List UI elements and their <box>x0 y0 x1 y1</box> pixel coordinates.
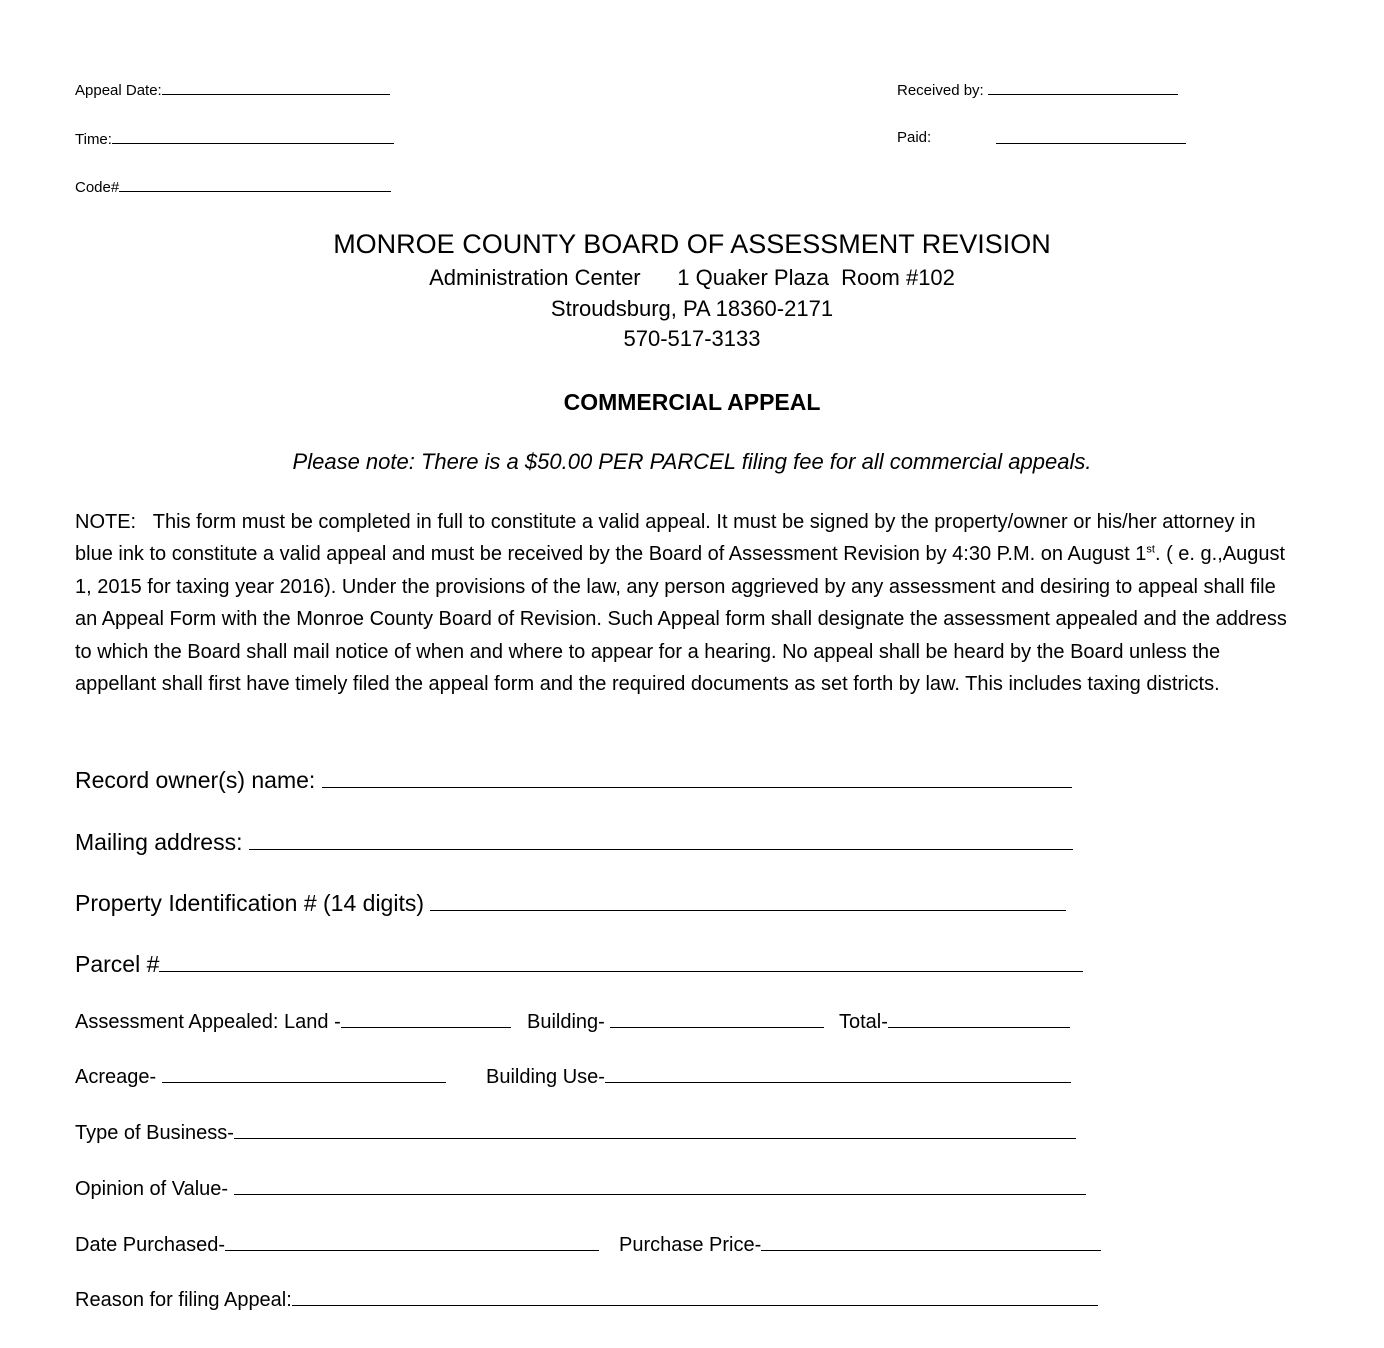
time-label: Time: <box>75 131 112 148</box>
total-field[interactable] <box>839 1010 1070 1034</box>
appeal-date-field[interactable] <box>75 80 390 100</box>
date-purchased-label: Date Purchased- <box>75 1234 226 1256</box>
record-owner-line[interactable] <box>322 769 1072 788</box>
notice-text-2: . ( e. g.,August 1, 2015 for taxing year 2016). Under the provisions of the law, any person aggrieved by any assessment and desiring to appeal shall file an Appeal Form with the Monroe County Board of Revision. Such Appeal form shall designate the assessment appealed and the address to which the Board shall mail notice of when and where to appear for a hearing. No appeal shall be heard by the Board unless the appellant shall first have timely filed the appeal form and the required documents as set forth by law. This includes taxing districts. <box>75 543 1287 696</box>
received-by-field[interactable] <box>897 80 1178 100</box>
total-line[interactable] <box>888 1013 1070 1028</box>
form-title: COMMERCIAL APPEAL <box>563 389 821 415</box>
notice-text-1: This form must be completed in full to constitute a valid appeal. It must be signed by the property/owner or his/her attorney in blue ink to constitute a valid appeal and must be received by the Board of Assessment Revision by 4:30 P.M. on August 1 <box>75 511 1256 566</box>
record-owner-label: Record owner(s) name: <box>75 767 316 793</box>
total-label: Total- <box>839 1011 888 1033</box>
code-line[interactable] <box>119 177 391 192</box>
assessment-land-label: Assessment Appealed: Land - <box>75 1011 341 1033</box>
record-owner-field[interactable] <box>75 766 1072 794</box>
date-purchased-field[interactable] <box>75 1233 599 1257</box>
property-id-line[interactable] <box>430 892 1066 911</box>
purchase-price-line[interactable] <box>761 1236 1101 1251</box>
address-line-1: Administration Center 1 Quaker Plaza Room #102 <box>429 265 955 290</box>
parcel-label: Parcel # <box>75 951 160 977</box>
mailing-address-label: Mailing address: <box>75 829 243 855</box>
parcel-field[interactable] <box>75 950 1083 978</box>
code-field[interactable] <box>75 177 391 197</box>
type-of-business-line[interactable] <box>234 1124 1076 1139</box>
notice-label: NOTE: <box>75 511 137 533</box>
building-line[interactable] <box>610 1013 824 1028</box>
phone-number: 570-517-3133 <box>623 326 761 351</box>
assessment-land-field[interactable] <box>75 1010 511 1034</box>
reason-field[interactable] <box>75 1288 1098 1312</box>
reason-line[interactable] <box>292 1291 1098 1306</box>
building-use-line[interactable] <box>605 1068 1071 1083</box>
fee-note: Please note: There is a $50.00 PER PARCEL filing fee for all commercial appeals. <box>292 449 1092 474</box>
received-by-line[interactable] <box>988 80 1178 95</box>
paid-line-wrap[interactable] <box>996 129 1186 149</box>
appeal-date-label: Appeal Date: <box>75 82 162 99</box>
opinion-of-value-line[interactable] <box>234 1180 1086 1195</box>
purchase-price-label: Purchase Price- <box>619 1234 762 1256</box>
time-line[interactable] <box>112 129 394 144</box>
date-purchased-line[interactable] <box>225 1236 599 1251</box>
building-use-label: Building Use- <box>486 1066 605 1088</box>
building-use-field[interactable] <box>486 1065 1071 1089</box>
acreage-label: Acreage- <box>75 1066 157 1088</box>
purchase-price-field[interactable] <box>619 1233 1101 1257</box>
parcel-line[interactable] <box>159 953 1083 972</box>
type-of-business-label: Type of Business- <box>75 1122 234 1144</box>
building-label: Building- <box>527 1011 605 1033</box>
mailing-address-line[interactable] <box>249 831 1073 850</box>
code-label: Code# <box>75 179 120 196</box>
type-of-business-field[interactable] <box>75 1121 1076 1145</box>
acreage-line[interactable] <box>162 1068 446 1083</box>
paid-label: Paid: <box>897 129 932 146</box>
appeal-date-line[interactable] <box>162 80 390 95</box>
notice-superscript: st <box>1146 543 1155 556</box>
board-title: MONROE COUNTY BOARD OF ASSESSMENT REVISION <box>333 229 1051 259</box>
paid-line[interactable] <box>996 129 1186 144</box>
opinion-of-value-field[interactable] <box>75 1177 1086 1201</box>
reason-label: Reason for filing Appeal: <box>75 1289 292 1311</box>
address-line-2: Stroudsburg, PA 18360-2171 <box>550 296 834 321</box>
acreage-field[interactable] <box>75 1065 446 1089</box>
time-field[interactable] <box>75 129 394 149</box>
received-by-label: Received by: <box>897 82 984 99</box>
mailing-address-field[interactable] <box>75 828 1073 856</box>
property-id-field[interactable] <box>75 889 1066 917</box>
assessment-land-line[interactable] <box>341 1013 511 1028</box>
property-id-label: Property Identification # (14 digits) <box>75 890 425 916</box>
notice-paragraph <box>75 506 1297 700</box>
building-field[interactable] <box>527 1010 824 1034</box>
opinion-of-value-label: Opinion of Value- <box>75 1178 229 1200</box>
paid-field[interactable] <box>897 129 931 147</box>
